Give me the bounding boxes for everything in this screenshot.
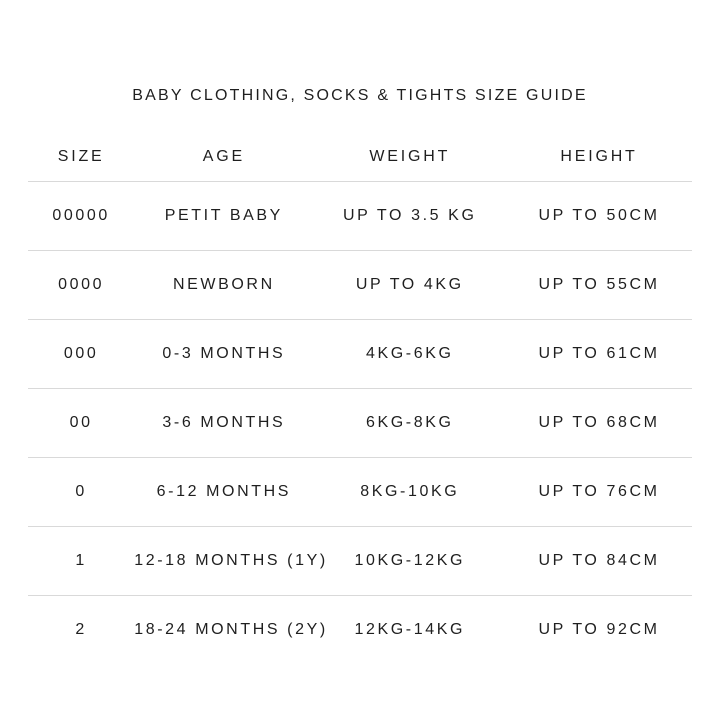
cell-weight: UP TO 4KG [314,251,507,320]
cell-size: 2 [75,621,87,638]
cell-height: UP TO 61CM [506,320,692,389]
cell-height: UP TO 76CM [506,458,692,527]
table-row [28,251,692,320]
cell-age: NEWBORN [134,251,313,320]
cell-size: 0 [28,458,134,527]
cell-weight: UP TO 3.5 KG [314,182,507,251]
cell-age: PETIT BABY [134,182,313,251]
cell-weight: 4KG-6KG [314,320,507,389]
cell-weight: 8KG-10KG [314,458,507,527]
table-row [28,458,692,527]
cell-height: UP TO 92CM [538,621,660,638]
table-row [28,596,692,665]
table-row [28,527,692,596]
cell-age: 12-18 MONTHS (1Y) [134,527,313,596]
cell-size: 000 [28,320,134,389]
table-row [28,389,692,458]
cell-size: 00000 [28,182,134,251]
column-header-size: SIZE [28,133,134,182]
column-header-weight: WEIGHT [314,133,507,182]
column-header-age: AGE [134,133,313,182]
table-header-row [28,133,692,182]
cell-weight: 12KG-14KG [354,621,466,638]
cell-height: UP TO 50CM [506,182,692,251]
table-row [28,320,692,389]
cell-weight: 6KG-8KG [314,389,507,458]
cell-size: 0000 [28,251,134,320]
cell-age: 3-6 MONTHS [134,389,313,458]
size-guide-table [28,133,692,664]
cell-age: 18-24 MONTHS (2Y) [134,621,328,638]
cell-age: 6-12 MONTHS [134,458,313,527]
cell-size: 00 [28,389,134,458]
cell-height: UP TO 68CM [506,389,692,458]
size-guide-title: BABY CLOTHING, SOCKS & TIGHTS SIZE GUIDE [132,87,588,104]
table-row [28,182,692,251]
cell-weight: 10KG-12KG [314,527,507,596]
cell-size: 1 [28,527,134,596]
column-header-height: HEIGHT [506,133,692,182]
cell-height: UP TO 84CM [506,527,692,596]
cell-height: UP TO 55CM [506,251,692,320]
table-body [28,182,692,665]
cell-age: 0-3 MONTHS [134,320,313,389]
